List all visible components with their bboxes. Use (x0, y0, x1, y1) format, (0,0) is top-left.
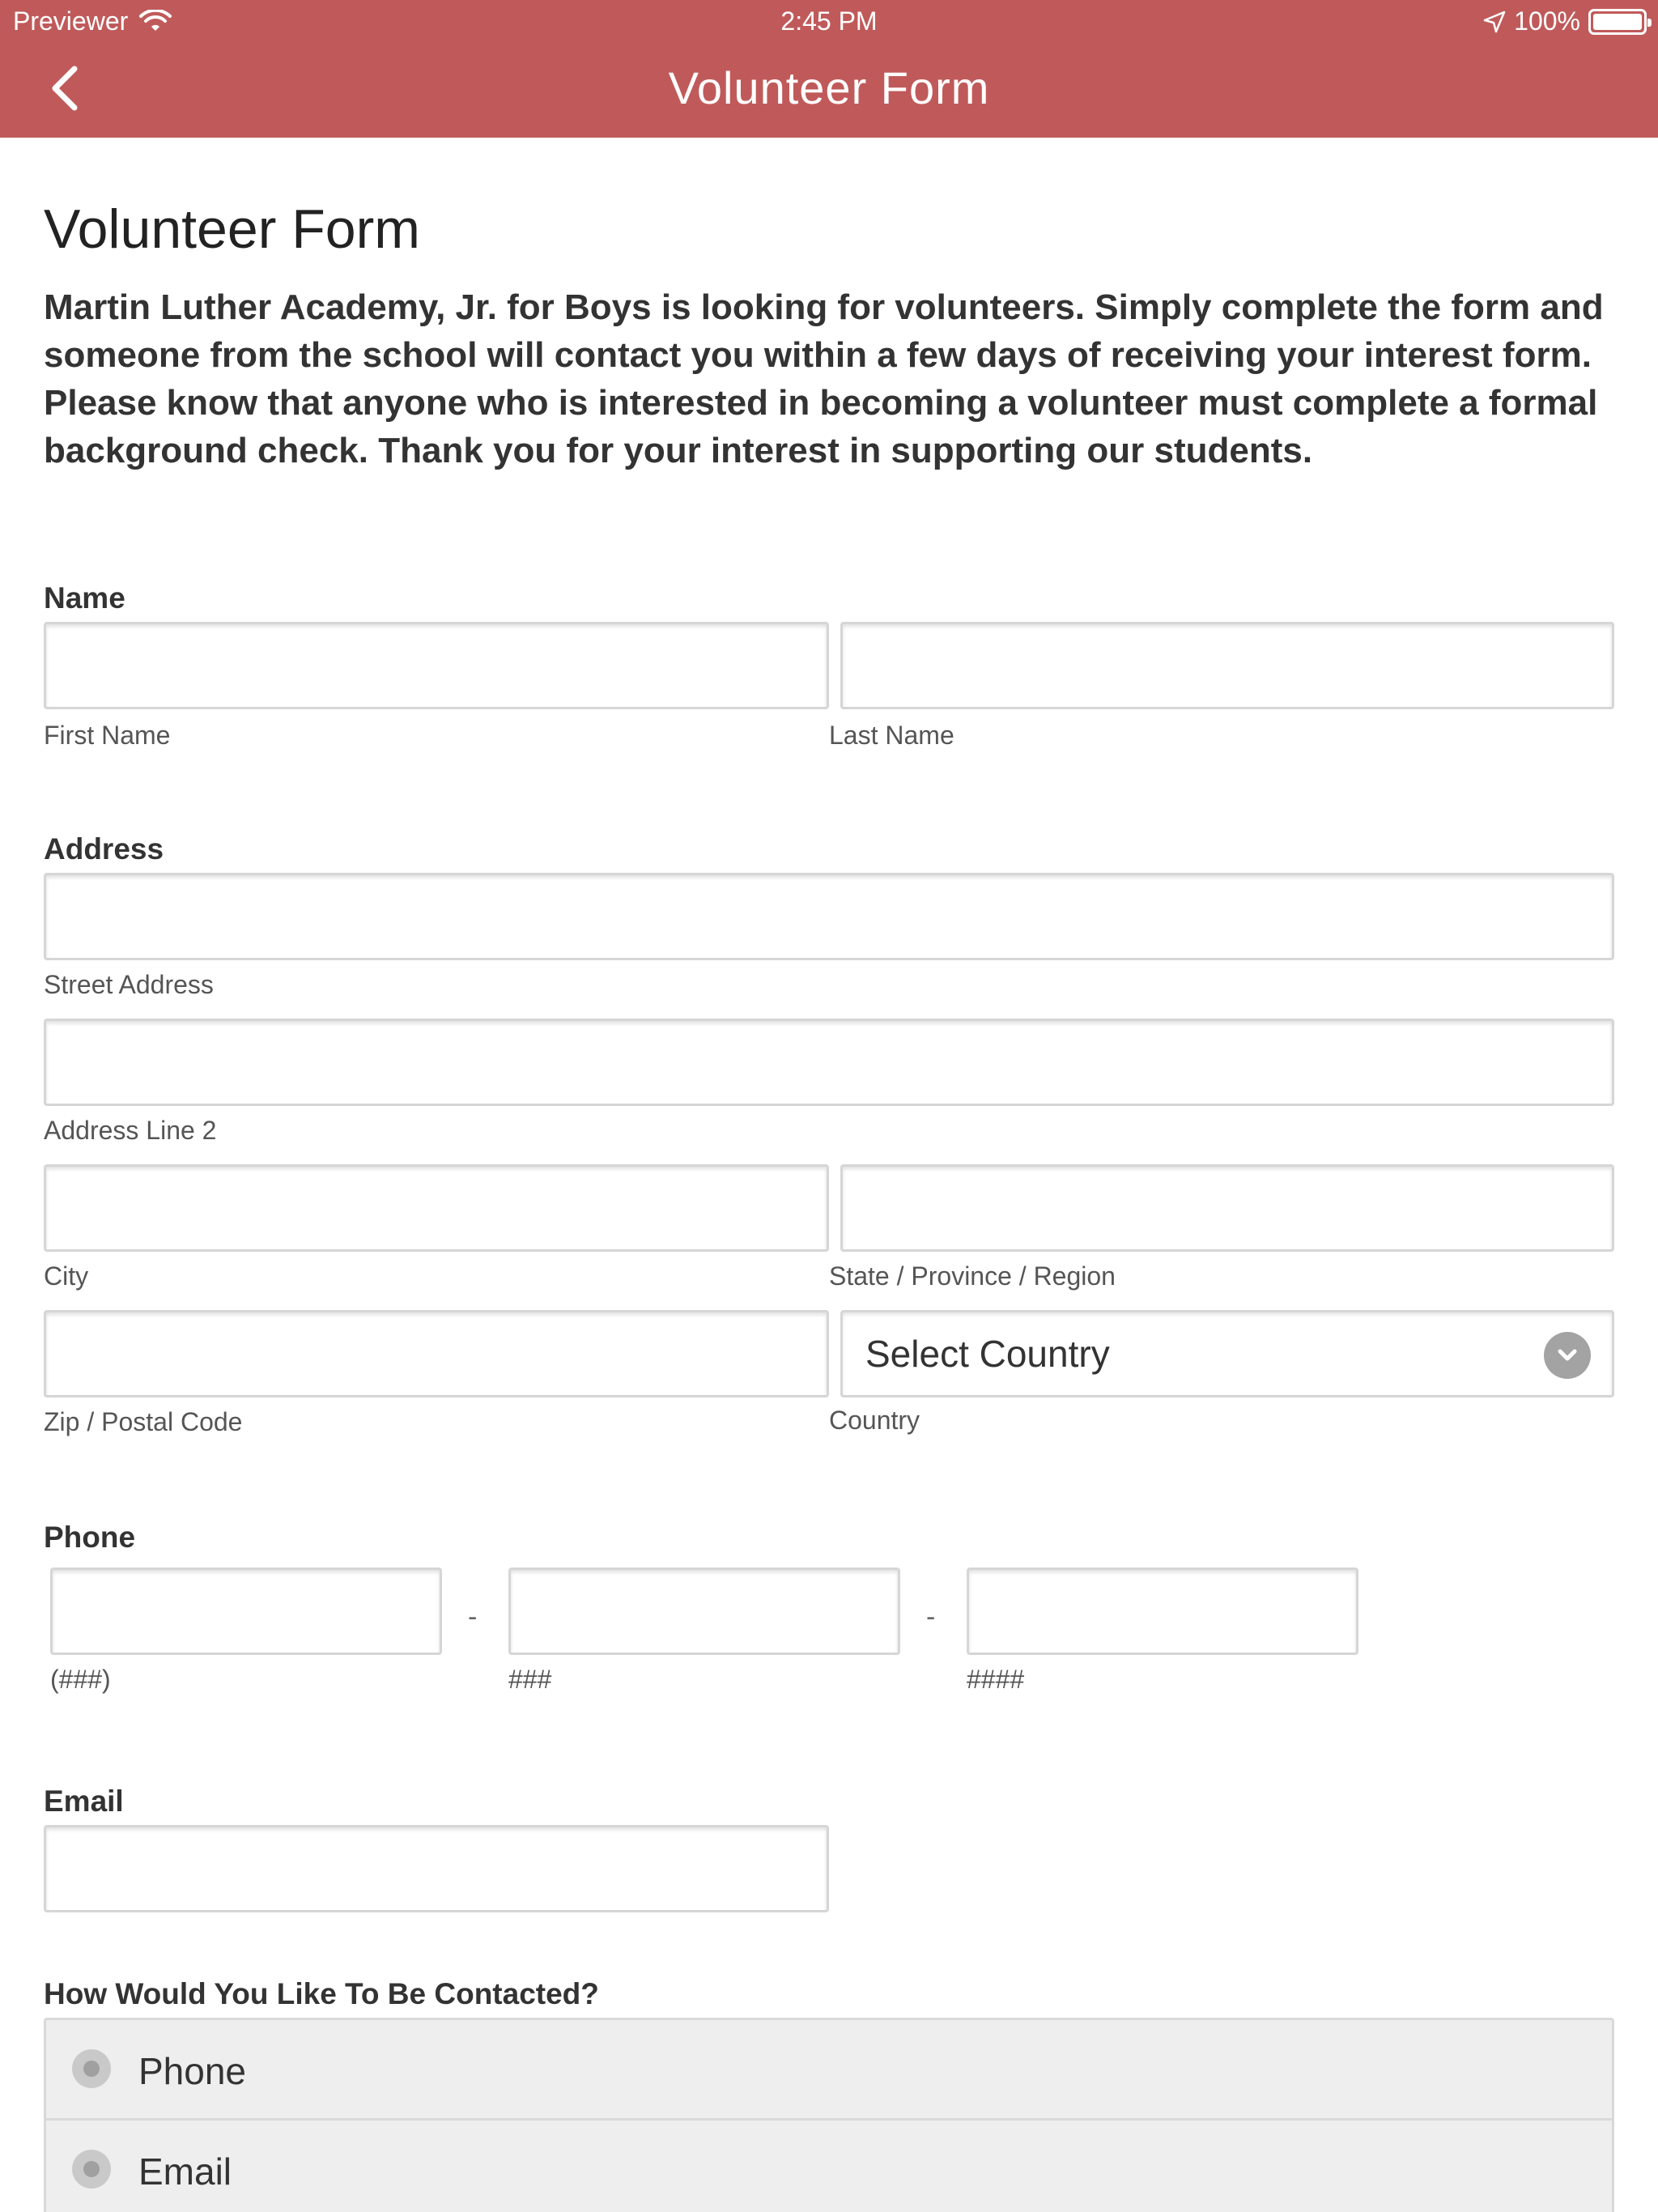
address-line2-sublabel: Address Line 2 (44, 1116, 217, 1145)
country-sublabel: Country (829, 1406, 920, 1435)
carrier-label: Previewer (13, 6, 129, 36)
phone-line-sublabel: #### (967, 1665, 1025, 1694)
address-line2-input[interactable] (44, 1019, 1614, 1106)
phone-area-sublabel: (###) (50, 1665, 111, 1694)
phone-label: Phone (44, 1521, 136, 1554)
street-address-sublabel: Street Address (44, 970, 214, 999)
state-sublabel: State / Province / Region (829, 1261, 1116, 1291)
status-bar (0, 0, 1658, 44)
page-title: Volunteer Form (44, 198, 420, 260)
name-label: Name (44, 581, 125, 615)
phone-separator: - (926, 1602, 936, 1632)
nav-title: Volunteer Form (668, 62, 990, 113)
last-name-input[interactable] (840, 622, 1614, 709)
radio-icon[interactable] (72, 2049, 111, 2088)
contact-option-phone[interactable] (46, 2020, 1612, 2121)
contact-option-email[interactable] (46, 2121, 1612, 2212)
phone-prefix-input[interactable] (508, 1568, 900, 1655)
last-name-sublabel: Last Name (829, 721, 954, 750)
city-input[interactable] (44, 1164, 829, 1252)
status-time: 2:45 PM (780, 6, 878, 36)
top-bar (0, 0, 1658, 138)
phone-line-input[interactable] (967, 1568, 1358, 1655)
city-sublabel: City (44, 1261, 89, 1291)
first-name-sublabel: First Name (44, 721, 171, 750)
first-name-input[interactable] (44, 622, 829, 709)
contact-preference-group (44, 2018, 1614, 2212)
radio-icon[interactable] (72, 2150, 111, 2189)
navigation-bar (0, 49, 1658, 130)
location-arrow-icon (1483, 11, 1506, 33)
contact-preference-label: How Would You Like To Be Contacted? (44, 1977, 599, 2010)
zip-input[interactable] (44, 1310, 829, 1397)
phone-separator: - (468, 1602, 478, 1632)
country-select[interactable] (840, 1310, 1614, 1397)
battery-percent: 100% (1514, 6, 1580, 36)
intro-text: Martin Luther Academy, Jr. for Boys is looking for volunteers. Simply complete the form and someone from the school will contact you within a few days of receiving your interest form. Please know that anyone who is interested in becoming a volunteer must complete a formal background check. Thank you for your interest in supporting our students. (44, 287, 1604, 470)
state-input[interactable] (840, 1164, 1614, 1252)
street-address-input[interactable] (44, 873, 1614, 960)
zip-sublabel: Zip / Postal Code (44, 1407, 243, 1436)
country-select-value: Select Country (865, 1333, 1110, 1375)
contact-option-label: Phone (138, 2050, 247, 2092)
phone-area-input[interactable] (50, 1568, 442, 1655)
phone-prefix-sublabel: ### (508, 1665, 552, 1694)
battery-icon (1588, 9, 1647, 35)
address-label: Address (44, 832, 164, 866)
contact-option-label: Email (138, 2150, 232, 2193)
email-input[interactable] (44, 1825, 829, 1912)
email-label: Email (44, 1784, 124, 1818)
chevron-down-icon (1544, 1332, 1591, 1379)
